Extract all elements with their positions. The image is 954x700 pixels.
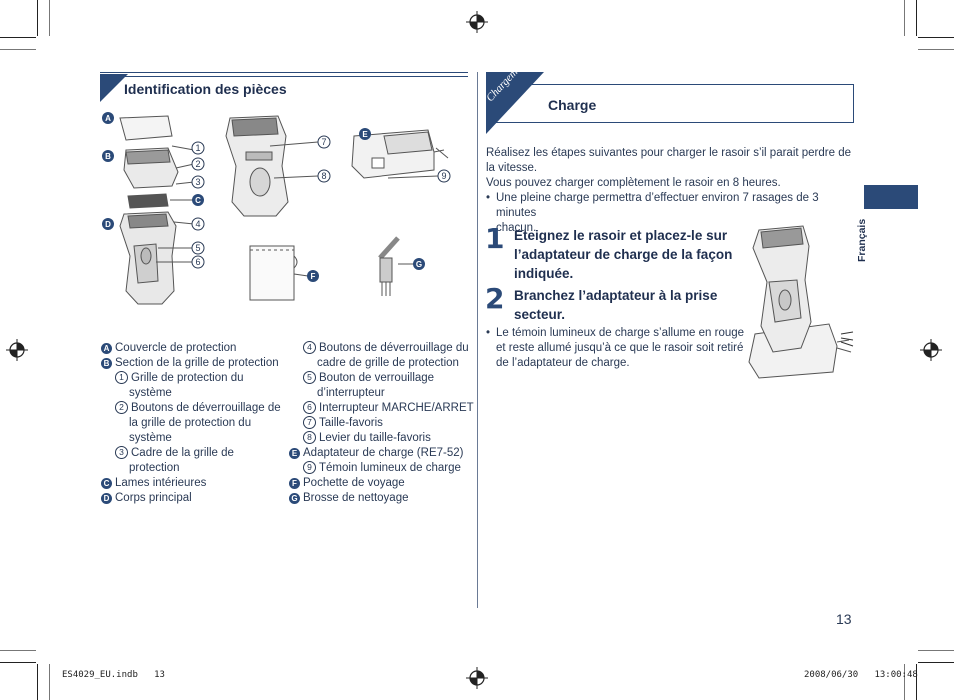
diagram-label-4: 4 bbox=[195, 219, 201, 229]
part-item: D Corps principal bbox=[101, 491, 286, 506]
registration-mark-icon bbox=[466, 11, 488, 33]
language-tab bbox=[864, 185, 918, 209]
footer-file: ES4029_EU.indb 13 bbox=[62, 670, 165, 680]
part-item: 7 Taille-favoris bbox=[289, 416, 477, 431]
parts-list-col2 bbox=[289, 341, 477, 506]
part-item: 3 Cadre de la grille de bbox=[101, 446, 286, 461]
part-item: B Section de la grille de protection bbox=[101, 356, 286, 371]
diagram-label-5: 5 bbox=[195, 243, 201, 253]
footer-datetime: 2008/06/30 13:00:48 bbox=[804, 670, 918, 680]
bullet-item: • Une pleine charge permettra d’effectuer environ 7 rasages de 3 minutes bbox=[486, 192, 819, 219]
page-number: 13 bbox=[836, 611, 852, 627]
section-title-rule bbox=[125, 76, 468, 77]
diagram-label-c: C bbox=[195, 196, 201, 205]
part-item: C Lames intérieures bbox=[101, 476, 286, 491]
part-item: A Couvercle de protection bbox=[101, 341, 286, 356]
part-item: 4 Boutons de déverrouillage du bbox=[289, 341, 477, 356]
step-number: 1 bbox=[485, 222, 505, 255]
part-item: d’interrupteur bbox=[317, 387, 385, 399]
part-item: 9 Témoin lumineux de charge bbox=[289, 461, 477, 476]
diagram-label-e: E bbox=[362, 130, 368, 139]
part-item: système bbox=[129, 387, 172, 399]
diagram-label-2: 2 bbox=[195, 159, 201, 169]
charge-note: • Le témoin lumineux de charge s’allume en rouge et reste allumé jusqu’à ce que le rasoir soit retiré de l’adaptateur de charge. bbox=[486, 327, 745, 369]
charge-intro: Réalisez les étapes suivantes pour charger le rasoir s’il parait perdre de la vitesse. Vous pouvez charger complètement le rasoir en 8 heures. • Une pleine charge permettra d’effectuer environ 7 rasages de 3 minutes chacun. bbox=[486, 146, 856, 236]
part-item: E Adaptateur de charge (RE7-52) bbox=[289, 446, 477, 461]
charge-title: Charge bbox=[548, 97, 597, 113]
section-title: Identification des pièces bbox=[124, 81, 287, 97]
diagram-label-3: 3 bbox=[195, 177, 201, 187]
section-title-rule bbox=[100, 72, 468, 73]
parts-diagram bbox=[98, 106, 470, 306]
registration-mark-icon bbox=[466, 667, 488, 689]
part-item: 5 Bouton de verrouillage bbox=[289, 371, 477, 386]
step-number: 2 bbox=[485, 282, 505, 315]
corner-tag-text: Chargement bbox=[484, 56, 530, 105]
shaver-on-charger-illustration bbox=[745, 222, 855, 382]
part-item: G Brosse de nettoyage bbox=[289, 491, 477, 506]
column-divider bbox=[477, 72, 478, 608]
registration-mark-icon bbox=[6, 339, 28, 361]
diagram-label-f: F bbox=[310, 272, 316, 281]
diagram-label-6: 6 bbox=[195, 257, 201, 267]
registration-mark-icon bbox=[920, 339, 942, 361]
parts-list-col1 bbox=[101, 341, 286, 506]
diagram-label-d: D bbox=[105, 220, 111, 229]
bullet-item: • Le témoin lumineux de charge s’allume en rouge bbox=[486, 327, 745, 339]
diagram-label-a: A bbox=[105, 114, 111, 123]
step-text: Branchez l’adaptateur à la prise secteur. bbox=[514, 288, 718, 322]
part-item: 6 Interrupteur MARCHE/ARRET bbox=[289, 401, 477, 416]
part-item: 1 Grille de protection du bbox=[101, 371, 286, 386]
diagram-label-9: 9 bbox=[441, 171, 447, 181]
diagram-label-g: G bbox=[415, 260, 423, 269]
part-item: protection bbox=[129, 462, 180, 474]
language-tab-label: Français bbox=[856, 218, 868, 262]
part-item: la grille de protection du bbox=[129, 417, 252, 429]
part-item: cadre de grille de protection bbox=[317, 357, 459, 369]
part-item: 8 Levier du taille-favoris bbox=[289, 431, 477, 446]
step-text: Eteignez le rasoir et placez-le sur l’adaptateur de charge de la façon indiquée. bbox=[514, 228, 733, 281]
part-item: F Pochette de voyage bbox=[289, 476, 477, 491]
part-item: système bbox=[129, 432, 172, 444]
part-item: 2 Boutons de déverrouillage de bbox=[101, 401, 286, 416]
diagram-label-7: 7 bbox=[321, 137, 327, 147]
diagram-label-1: 1 bbox=[195, 143, 201, 153]
diagram-label-8: 8 bbox=[321, 171, 327, 181]
diagram-label-b: B bbox=[105, 152, 111, 161]
